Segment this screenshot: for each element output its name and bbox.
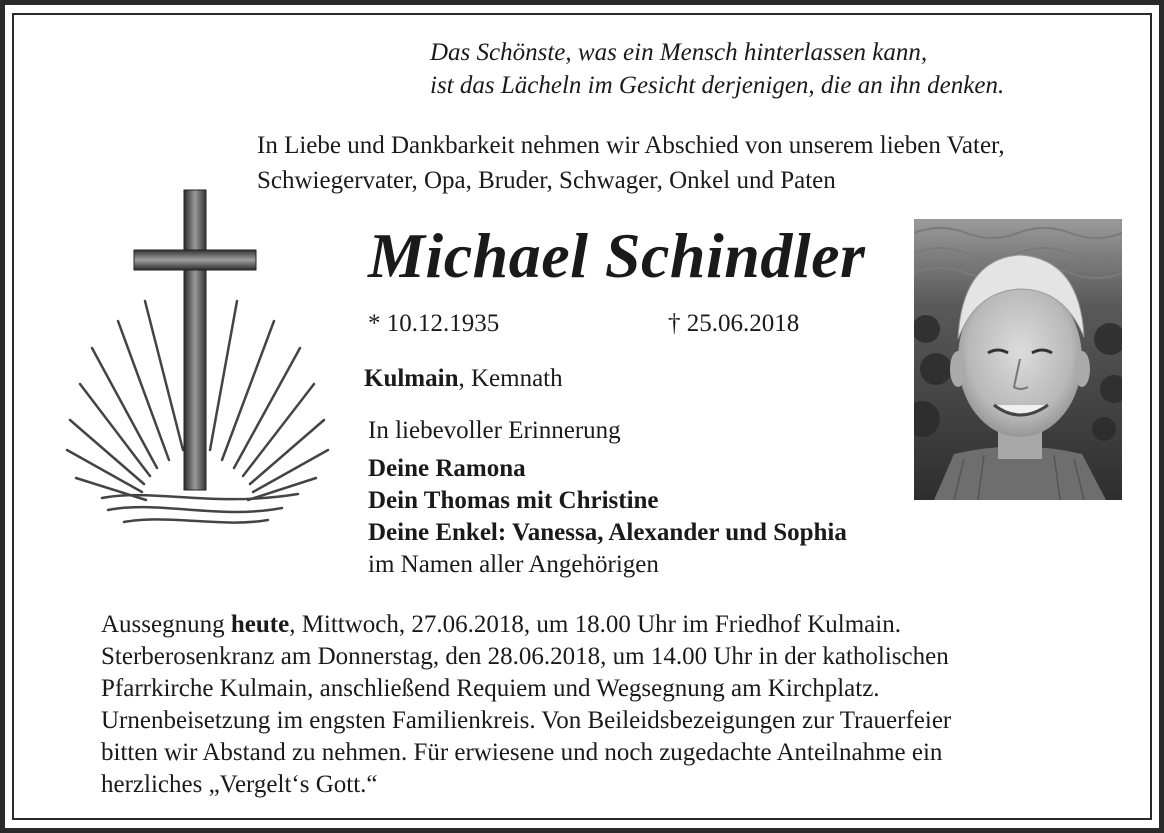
funeral-line-1-bold: heute bbox=[230, 611, 290, 638]
funeral-line-5: bitten wir Abstand zu nehmen. Für erwiesene und noch zugedachte Anteilnahme ein bbox=[101, 739, 943, 766]
funeral-line-4: Urnenbeisetzung im engsten Familienkreis. Von Beileidsbezeigungen zur Trauerfeier bbox=[101, 707, 952, 734]
intro-line-1: In Liebe und Dankbarkeit nehmen wir Abschied von unserem lieben Vater, bbox=[257, 132, 1005, 159]
memorial-quote bbox=[430, 36, 1004, 102]
death-date: † 25.06.2018 bbox=[668, 310, 800, 337]
funeral-line-1 bbox=[101, 609, 951, 641]
funeral-details bbox=[101, 609, 951, 801]
mourner-line-1: Deine Ramona bbox=[368, 455, 526, 482]
deceased-name: Michael Schindler bbox=[368, 220, 866, 291]
memory-text: In liebevoller Erinnerung bbox=[368, 417, 621, 444]
mourner-line-3: Deine Enkel: Vanessa, Alexander und Sophia bbox=[368, 519, 847, 546]
funeral-line-3: Pfarrkirche Kulmain, anschließend Requiem und Wegsegnung am Kirchplatz. bbox=[101, 675, 880, 702]
funeral-line-2: Sterberosenkranz am Donnerstag, den 28.06.2018, um 14.00 Uhr in der katholischen bbox=[101, 643, 949, 670]
quote-line-2: ist das Lächeln im Gesicht derjenigen, die an ihn denken. bbox=[430, 72, 1005, 99]
quote-line-1: Das Schönste, was ein Mensch hinterlassen kann, bbox=[430, 39, 928, 66]
residence-town: Kulmain bbox=[364, 365, 459, 392]
funeral-line-1-post: , Mittwoch, 27.06.2018, um 18.00 Uhr im Friedhof Kulmain. bbox=[289, 611, 901, 638]
residence bbox=[364, 363, 563, 395]
portrait-photo bbox=[914, 219, 1122, 500]
intro-text bbox=[257, 128, 1005, 198]
mourner-line-4: im Namen aller Angehörigen bbox=[368, 551, 659, 578]
cross-sunrise-icon bbox=[62, 188, 334, 533]
mourners-list bbox=[368, 453, 847, 581]
intro-line-2: Schwiegervater, Opa, Bruder, Schwager, Onkel und Paten bbox=[257, 167, 836, 194]
residence-rest: , Kemnath bbox=[458, 365, 563, 392]
funeral-line-6: herzliches „Vergelt‘s Gott.“ bbox=[101, 771, 378, 798]
mourner-line-2: Dein Thomas mit Christine bbox=[368, 487, 659, 514]
birth-date: * 10.12.1935 bbox=[368, 310, 500, 337]
funeral-line-1-pre: Aussegnung bbox=[101, 611, 231, 638]
